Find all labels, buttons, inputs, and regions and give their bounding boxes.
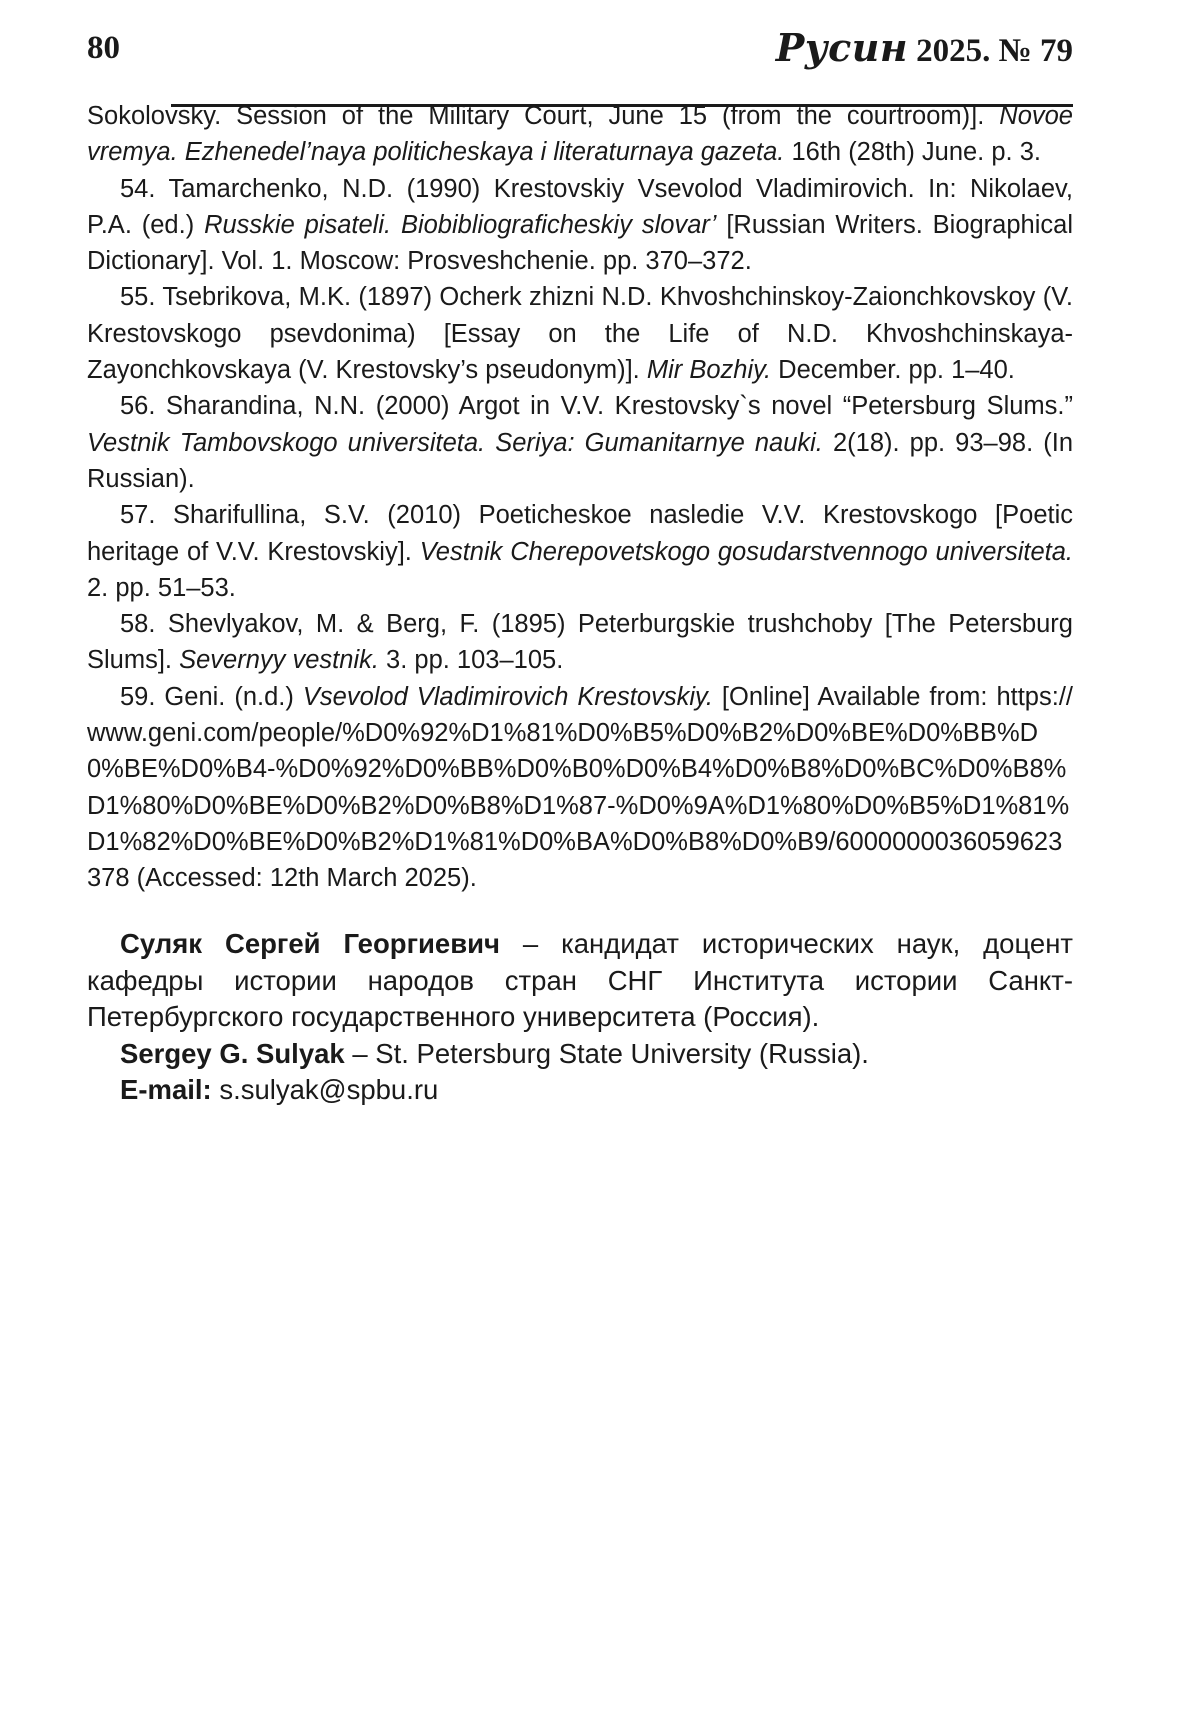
reference-text: 16th (28th) June. p. 3. [784,138,1041,167]
reference-source-title: Vsevolod Vladimirovich Krestovskiy. [302,682,713,711]
journal-title-block [775,25,1073,71]
reference-source-title: Russkie pisateli. Biobibliograficheskiy slovar’ [204,210,717,239]
reference-54 [87,171,1073,280]
reference-url-text: [Online] Available from: https://www.geni.com/people/%D0%92%D1%81%D0%B5%D0%B2%D0%BE%D0%BB%D0%BE%D0%B4-%D0%92%D0%BB%D0%B0%D0%B4%D0%B8%D0%BC%D0%B8%D1%80%D0%BE%D0%B2%D0%B8%D1%87-%D0%9A%D1%80%D0%B5%D1%81%D1%82%D0%BE%D0%B2%D1%81%D0%BA%D0%B8%D0%B9/6000000036059623378 (Accessed: 12th March 2025). [87,682,1073,893]
reference-text: Sokolovsky. Session of the Military Court, June 15 (from the courtroom)]. [87,102,1000,130]
reference-continued [87,98,1073,171]
reference-59 [87,679,1073,897]
reference-source-title: Mir Bozhiy. [646,356,772,385]
journal-name: Русин [775,25,909,70]
reference-text: December. pp. 1–40. [771,356,1015,385]
reference-text: 2(18). pp. 93–98. (In Russian). [87,428,1073,493]
reference-text: 57. Sharifullina, S.V. (2010) Poeticheskoe nasledie V.V. Krestovskogo [Poetic heritage of V.V. Krestovskiy]. [87,501,1073,566]
reference-text: 59. Geni. (n.d.) [120,682,303,711]
reference-text: 55. Tsebrikova, M.K. (1897) Ocherk zhizni N.D. Khvoshchinskoy-Zaionchkovskoy (V. Krestovskogo psevdonima) [Essay on the Life of N.D. Khvoshchinskaya-Zayonchkovskaya (V. Krestovsky’s pseudonym)]. [87,283,1073,385]
reference-58 [87,606,1073,679]
author-info [87,926,1073,1109]
page-number: 80 [87,30,120,66]
reference-source-title: Vestnik Tambovskogo universiteta. Seriya: Gumanitarnye nauki. [87,428,823,457]
reference-source-title: Vestnik Cherepovetskogo gosudarstvennogo universiteta. [419,537,1074,566]
reference-56 [87,388,1073,497]
reference-55 [87,279,1073,388]
author-name-ru: Суляк Сергей Георгиевич [120,928,500,959]
reference-text: 54. Tamarchenko, N.D. (1990) Krestovskiy Vsevolod Vladimirovich. In: Nikolaev, P.A. (ed.) [87,174,1073,239]
journal-issue: 2025. № 79 [916,33,1073,69]
references-list [87,98,1073,897]
author-name-en: Sergey G. Sulyak [120,1037,345,1069]
author-info-en [87,1036,1073,1073]
reference-text: 58. Shevlyakov, M. & Berg, F. (1895) Peterburgskie trushchoby [The Petersburg Slums]. [87,610,1073,675]
reference-text: 56. Sharandina, N.N. (2000) Argot in V.V. Krestovsky`s novel “Petersburg Slums.” [120,392,1073,421]
author-affiliation-en: – St. Petersburg State University (Russia). [344,1037,869,1069]
author-email-line [87,1072,1073,1109]
reference-57 [87,497,1073,606]
reference-text: [Russian Writers. Biographical Dictionary]. Vol. 1. Moscow: Prosveshchenie. pp. 370–372. [87,210,1073,276]
author-affiliation-ru: – кандидат исторических наук, доцент кафедры истории народов стран СНГ Института истории Санкт-Петербургского государственного университета (Россия). [87,928,1073,1032]
reference-text: 3. pp. 103–105. [378,646,564,675]
reference-text: 2. pp. 51–53. [87,573,236,602]
author-email[interactable]: s.sulyak@spbu.ru [211,1074,439,1105]
running-header [87,25,1073,78]
reference-source-title: Novoe vremya. Ezhenedel’naya politicheskaya i literaturnaya gazeta. [87,102,1073,167]
author-info-ru [87,926,1073,1036]
reference-source-title: Severnyy vestnik. [179,646,379,675]
email-label: E-mail: [120,1074,212,1105]
